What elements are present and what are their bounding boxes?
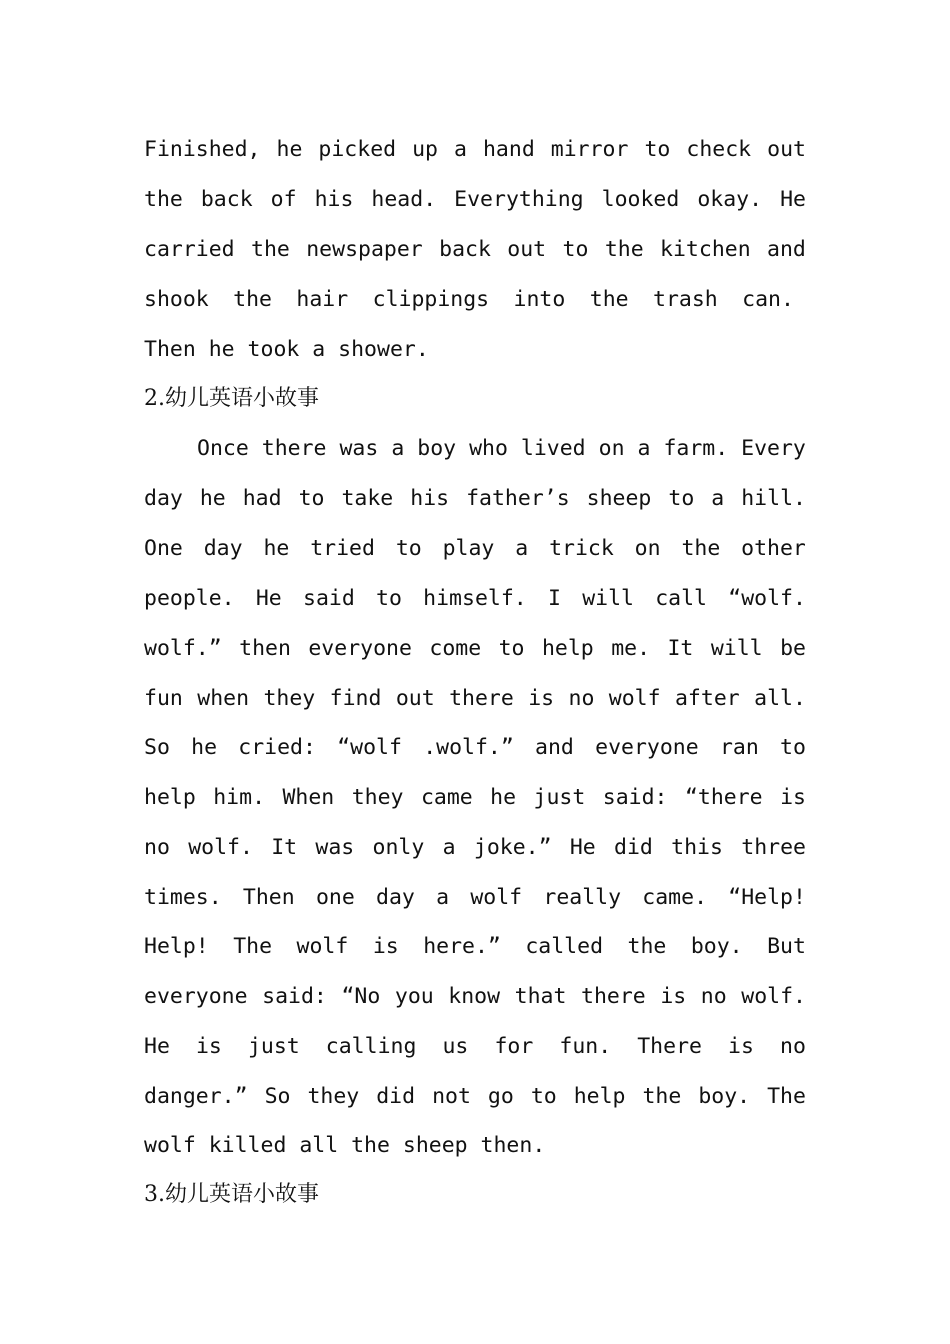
word: the [251, 237, 290, 262]
word: into [513, 287, 566, 312]
word: no [780, 1034, 806, 1059]
word: sheep [586, 486, 652, 511]
word: calling [325, 1034, 417, 1059]
word: the [681, 536, 721, 561]
word: on [634, 536, 661, 561]
word: “wolf. [728, 586, 806, 611]
word: boy. [690, 934, 743, 959]
word: cried: [238, 735, 316, 760]
word: wolf [470, 885, 523, 910]
word: said: [602, 785, 668, 810]
word: for [494, 1034, 534, 1059]
word: fun. [559, 1034, 612, 1059]
story-line [144, 235, 806, 265]
word: Everything [454, 187, 584, 212]
word: out [767, 137, 806, 162]
word: father’s [466, 486, 570, 511]
word: to [530, 1084, 557, 1109]
story-line [144, 1032, 806, 1062]
word: farm. [663, 436, 729, 461]
word: tried [310, 536, 375, 561]
word: wolf [296, 934, 349, 959]
word: wolf.” [144, 636, 222, 661]
word: they [307, 1084, 360, 1109]
word: come [429, 636, 482, 661]
word: the [604, 237, 644, 262]
word: The [233, 934, 273, 959]
word: Once [197, 436, 249, 461]
word: The [767, 1084, 806, 1109]
word: that [514, 984, 567, 1009]
word: mirror [550, 137, 629, 162]
word: trick [549, 536, 614, 561]
story-line [144, 285, 794, 315]
word: to [780, 735, 806, 760]
word: did [376, 1084, 416, 1109]
story-line [144, 932, 806, 962]
word: picked [318, 137, 397, 162]
word: out [507, 237, 547, 262]
word: He [780, 187, 806, 212]
word: did [614, 835, 653, 860]
word: just [247, 1034, 300, 1059]
word: day [376, 885, 415, 910]
word: a [436, 885, 450, 910]
word: So [144, 735, 170, 760]
word: danger.” [144, 1084, 248, 1109]
word: a [391, 436, 405, 461]
story-line: wolf killed all the sheep then. [144, 1133, 546, 1158]
word: other [741, 536, 806, 561]
word: one [315, 885, 355, 910]
section-heading: 2.幼儿英语小故事 [144, 386, 319, 411]
word: is [372, 934, 399, 959]
word: and [767, 237, 806, 262]
word: One [144, 536, 183, 561]
word: Help! [144, 934, 209, 959]
word: newspaper [306, 237, 423, 262]
word: the [627, 934, 667, 959]
word: had [242, 486, 282, 511]
word: is [780, 785, 806, 810]
word: help [573, 1084, 626, 1109]
word: I [547, 586, 561, 611]
word: boy [417, 436, 457, 461]
word: us [442, 1034, 469, 1059]
word: up [412, 137, 438, 162]
word: know [448, 984, 501, 1009]
word: everyone [595, 735, 699, 760]
word: to [395, 536, 422, 561]
word: a [515, 536, 529, 561]
word: fun [144, 686, 183, 711]
word: only [372, 835, 425, 860]
word: But [767, 934, 806, 959]
word: head. [371, 187, 437, 212]
word: just [533, 785, 586, 810]
word: lived [520, 436, 586, 461]
story-line [197, 434, 806, 464]
word: So [264, 1084, 291, 1109]
word: He [144, 1034, 170, 1059]
story-line [144, 1082, 806, 1112]
word: go [487, 1084, 514, 1109]
story-line [144, 534, 806, 564]
story-line [144, 733, 806, 763]
word: “No [341, 984, 381, 1009]
section-heading: 3.幼儿英语小故事 [144, 1182, 319, 1207]
word: him. [213, 785, 266, 810]
word: everyone [144, 984, 248, 1009]
word: a [637, 436, 651, 461]
word: He [255, 586, 282, 611]
word: He [569, 835, 596, 860]
story-line [144, 484, 806, 514]
word: he [276, 137, 303, 162]
word: wolf. [741, 984, 806, 1009]
word: Then [242, 885, 295, 910]
story-line [144, 634, 806, 664]
word: a [454, 137, 467, 162]
word: they [351, 785, 404, 810]
word: wolf. [188, 835, 253, 860]
story-line [144, 584, 806, 614]
word: there [261, 436, 327, 461]
word: day [203, 536, 243, 561]
word: me. [611, 636, 651, 661]
word: who [469, 436, 508, 461]
word: they [263, 686, 316, 711]
word: he [191, 735, 218, 760]
word: of [270, 187, 297, 212]
story-line [144, 684, 806, 714]
word: people. [144, 586, 235, 611]
word: and [535, 735, 574, 760]
word: the [144, 187, 183, 212]
word: everyone [308, 636, 412, 661]
word: you [394, 984, 434, 1009]
word: “there [684, 785, 763, 810]
word: out [395, 686, 435, 711]
word: three [741, 835, 806, 860]
word: no [700, 984, 727, 1009]
word: “Help! [728, 885, 806, 910]
word: there [449, 686, 514, 711]
word: help [541, 636, 594, 661]
word: the [642, 1084, 682, 1109]
word: a [442, 835, 456, 860]
word: a [711, 486, 725, 511]
word: he [199, 486, 226, 511]
word: day [144, 486, 183, 511]
word: then [239, 636, 291, 661]
word: call [655, 586, 707, 611]
word: said [303, 586, 355, 611]
word: carried [144, 237, 235, 262]
word: joke.” [473, 835, 552, 860]
word: is [528, 686, 555, 711]
word: check [686, 137, 752, 162]
story-line [144, 833, 806, 863]
word: back [200, 187, 253, 212]
word: his [314, 187, 354, 212]
word: to [298, 486, 325, 511]
word: looked [601, 187, 680, 212]
word: not [432, 1084, 471, 1109]
word: kitchen [660, 237, 751, 262]
story-line: Then he took a shower. [144, 337, 429, 362]
word: .wolf.” [423, 735, 514, 760]
word: was [339, 436, 379, 461]
word: trash [653, 287, 718, 312]
word: wolf [608, 686, 661, 711]
story-line [144, 185, 806, 215]
word: to [562, 237, 589, 262]
word: to [498, 636, 525, 661]
word: be [780, 636, 806, 661]
word: ran [719, 735, 759, 760]
word: to [376, 586, 402, 611]
word: will [582, 586, 634, 611]
word: here.” [423, 934, 501, 959]
word: When [282, 785, 335, 810]
word: this [671, 835, 723, 860]
word: find [329, 686, 382, 711]
story-line [144, 883, 806, 913]
word: himself. [423, 586, 527, 611]
word: Finished, [144, 137, 261, 162]
word: is [728, 1034, 754, 1059]
story-line [144, 783, 806, 813]
word: play [442, 536, 495, 561]
word: after [674, 686, 740, 711]
word: hill. [741, 486, 806, 511]
word: “wolf [337, 735, 402, 760]
word: okay. [697, 187, 763, 212]
word: is [660, 984, 687, 1009]
word: is [195, 1034, 222, 1059]
word: help [144, 785, 196, 810]
word: there [581, 984, 646, 1009]
word: came. [642, 885, 708, 910]
word: back [439, 237, 491, 262]
story-line [144, 135, 806, 165]
word: to [668, 486, 695, 511]
word: hair [296, 287, 349, 312]
word: his [410, 486, 450, 511]
word: really [543, 885, 622, 910]
word: said: [262, 984, 327, 1009]
word: take [341, 486, 394, 511]
word: was [315, 835, 355, 860]
word: shook [144, 287, 209, 312]
word: clippings [372, 287, 490, 312]
word: times. [144, 885, 222, 910]
word: It [667, 636, 694, 661]
word: no [144, 835, 170, 860]
word: the [233, 287, 272, 312]
word: he [263, 536, 290, 561]
word: on [598, 436, 625, 461]
word: he [490, 785, 517, 810]
word: to [644, 137, 671, 162]
story-line [144, 982, 806, 1012]
word: can. [742, 287, 794, 312]
word: came [420, 785, 473, 810]
word: when [197, 686, 250, 711]
word: hand [482, 137, 535, 162]
word: boy. [698, 1084, 751, 1109]
word: called [525, 934, 604, 959]
word: no [568, 686, 595, 711]
word: Every [741, 436, 806, 461]
word: will [710, 636, 763, 661]
word: There [637, 1034, 702, 1059]
word: It [271, 835, 298, 860]
word: all. [754, 686, 806, 711]
word: the [589, 287, 629, 312]
